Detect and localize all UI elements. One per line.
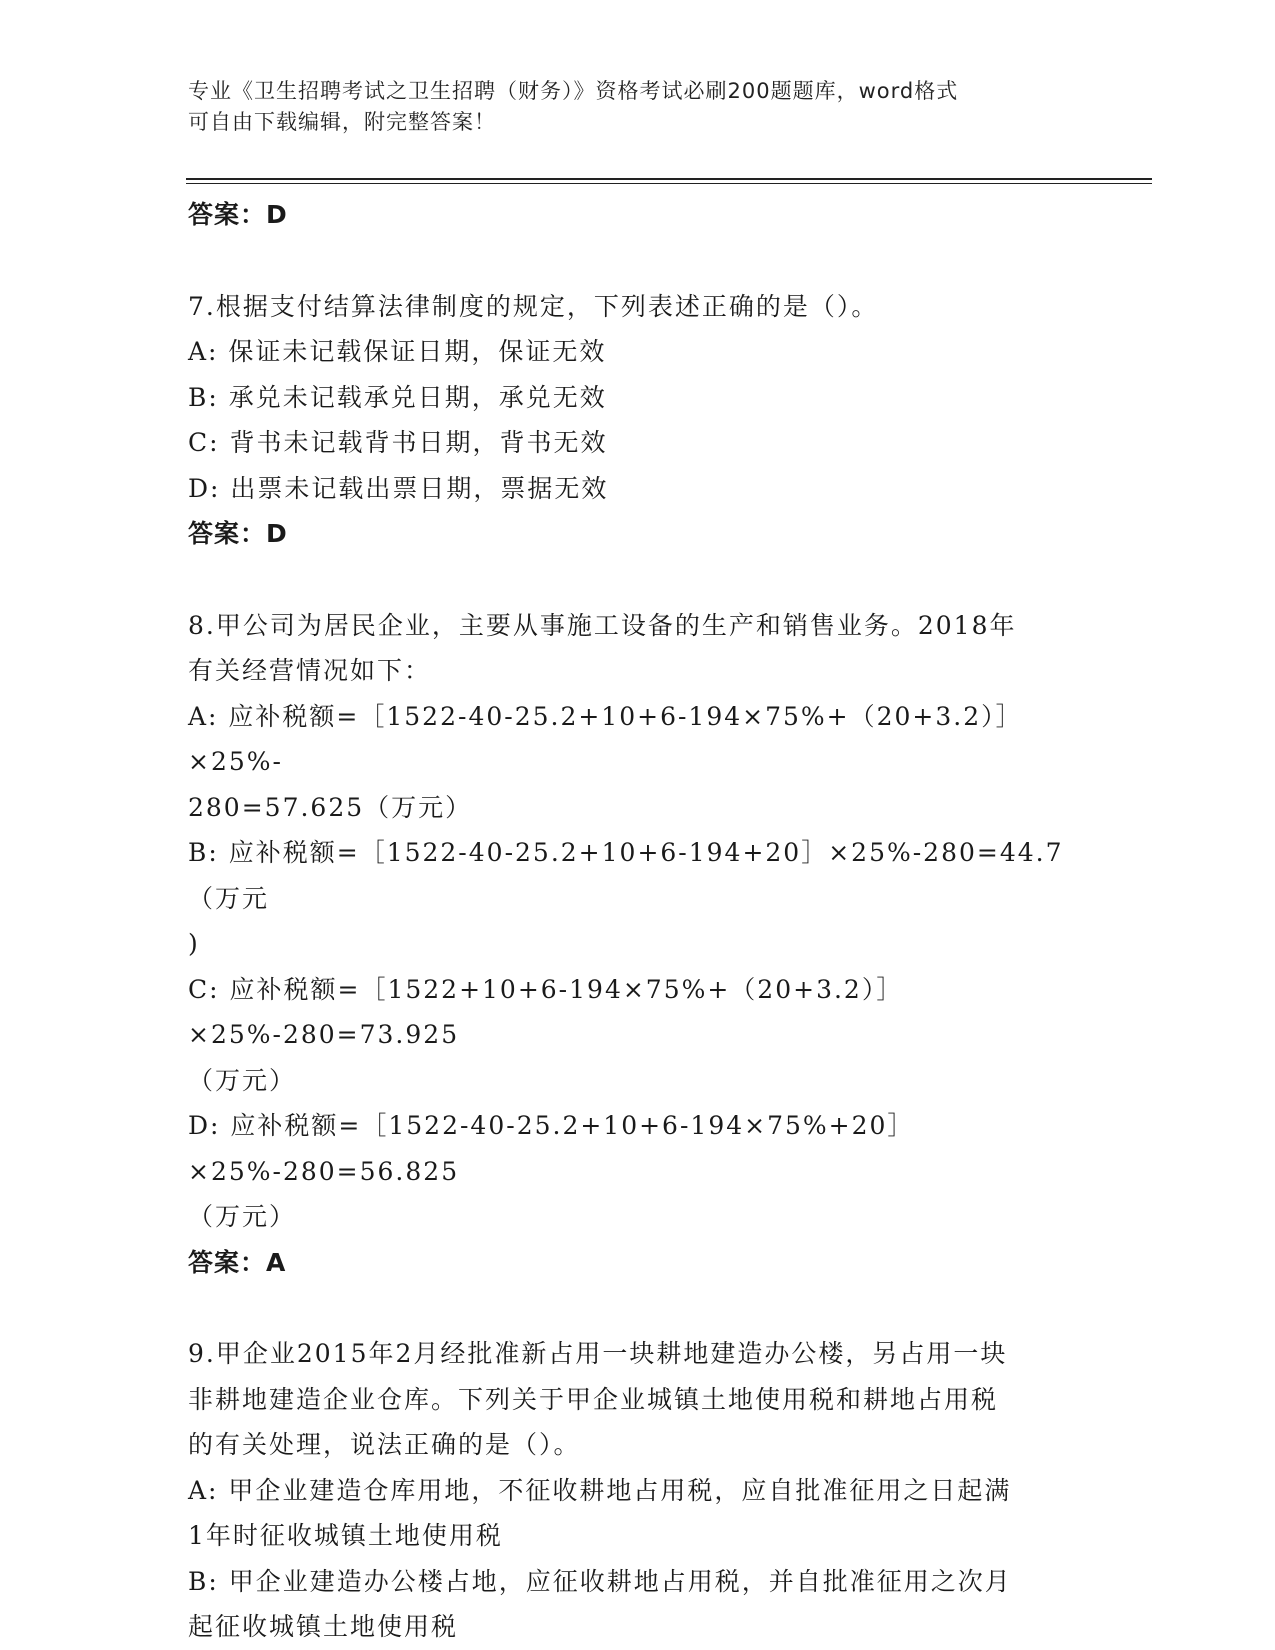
question-7 [188, 284, 1088, 557]
document-header [188, 76, 1068, 138]
question-8 [188, 603, 1088, 1286]
option-d-line-2: （万元） [188, 1202, 297, 1231]
question-text-line-2: 非耕地建造企业仓库。下列关于甲企业城镇土地使用税和耕地占用税 [188, 1384, 999, 1414]
spacer [188, 557, 1088, 603]
spacer [188, 238, 1088, 284]
option-c-line-1: C: 应补税额=［1522+10+6-194×75%+（20+3.2）］×25%-280=73.925 [188, 974, 904, 1049]
header-rule-thin [186, 183, 1152, 184]
option-d-line-1: D: 应补税额=［1522-40-25.2+10+6-194×75%+20］×25%-280=56.825 [188, 1111, 915, 1186]
header-rule-thick [186, 178, 1152, 180]
option-c: C: 背书未记载背书日期，背书无效 [188, 428, 608, 457]
header-line-1: 专业《卫生招聘考试之卫生招聘（财务）》资格考试必刷200题题库，word格式 [188, 79, 959, 103]
option-d: D: 出票未记载出票日期，票据无效 [188, 473, 609, 503]
option-a-line-1: A: 应补税额=［1522-40-25.2+10+6-194×75%+（20+3.2）］×25%- [188, 701, 1023, 776]
question-text: 7.根据支付结算法律制度的规定，下列表述正确的是（）。 [188, 291, 879, 321]
option-b: B: 承兑未记载承兑日期，承兑无效 [188, 382, 607, 412]
option-a-line-1: A: 甲企业建造仓库用地，不征收耕地占用税，应自批准征用之日起满 [188, 1475, 1012, 1505]
option-b-line-1: B: 应补税额=［1522-40-25.2+10+6-194+20］×25%-280=44.7（万元 [188, 838, 1064, 913]
option-a: A: 保证未记载保证日期，保证无效 [188, 337, 607, 366]
option-c-line-2: （万元） [188, 1065, 297, 1095]
question-text-line-3: 的有关处理，说法正确的是（）。 [188, 1430, 581, 1459]
answer-previous: 答案：D [188, 200, 288, 229]
document-body [188, 192, 1088, 1650]
header-line-2: 可自由下载编辑，附完整答案！ [188, 110, 496, 134]
spacer [188, 1285, 1088, 1331]
question-9 [188, 1331, 1088, 1650]
option-b-line-2: ) [188, 929, 200, 958]
question-text-line-1: 8.甲公司为居民企业，主要从事施工设备的生产和销售业务。2018年 [188, 610, 1017, 640]
option-a-line-2: 1年时征收城镇土地使用税 [188, 1521, 503, 1550]
option-a-line-2: 280=57.625（万元） [188, 792, 473, 822]
option-b-line-1: B: 甲企业建造办公楼占地，应征收耕地占用税，并自批准征用之次月 [188, 1566, 1012, 1596]
question-text-line-2: 有关经营情况如下： [188, 656, 432, 685]
question-text-line-1: 9.甲企业2015年2月经批准新占用一块耕地建造办公楼，另占用一块 [188, 1339, 1008, 1368]
answer: 答案：A [188, 1247, 287, 1277]
answer: 答案：D [188, 519, 288, 548]
option-b-line-2: 起征收城镇土地使用税 [188, 1612, 459, 1641]
